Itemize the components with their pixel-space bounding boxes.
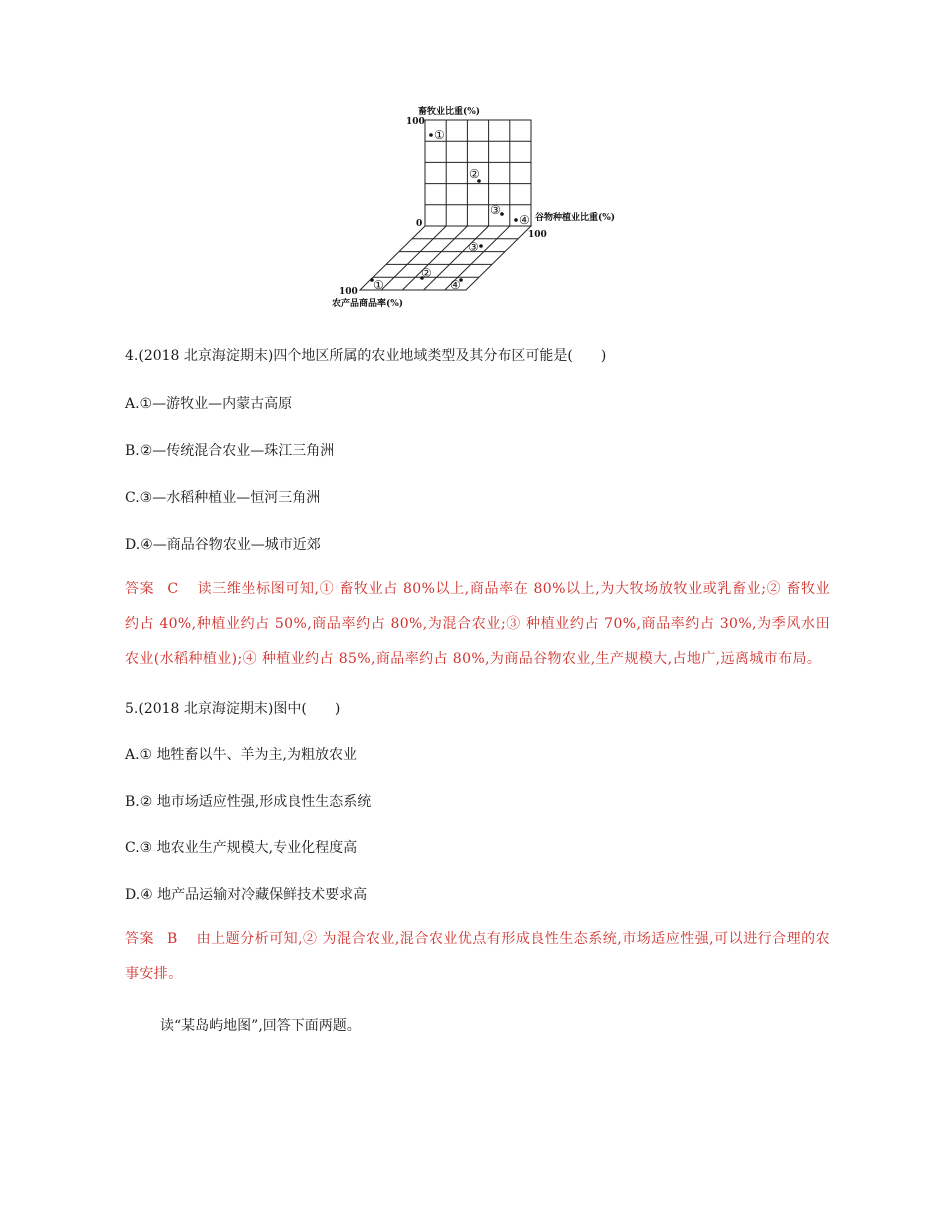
q4-stem: 4.(2018 北京海淀期末)四个地区所属的农业地域类型及其分布区可能是( ) [125, 348, 607, 364]
q4-answer [125, 572, 830, 677]
marker-4-floor: ④ [450, 278, 461, 292]
marker-1-vertical: ① [434, 128, 445, 142]
floor-grid [360, 226, 531, 290]
marker-3-floor: ③ [468, 240, 479, 254]
x-axis-label: 谷物种植业比重(%) [535, 213, 616, 223]
q4-answer-key: C [167, 581, 179, 597]
q5-explanation: 由上题分析可知,② 为混合农业,混合农业优点有形成良性生态系统,市场适应性强,可以进行合理的农事安排。 [125, 931, 830, 982]
q4-answer-label: 答案 [125, 581, 155, 597]
point-3-floor [479, 244, 483, 248]
agriculture-3d-coordinate-figure [330, 100, 630, 315]
marker-2-floor: ② [421, 266, 432, 280]
q4-option-c[interactable]: C.③—水稻种植业—恒河三角洲 [125, 490, 321, 506]
q5-option-d[interactable]: D.④ 地产品运输对冷藏保鲜技术要求高 [125, 887, 368, 903]
q5-stem: 5.(2018 北京海淀期末)图中( ) [125, 701, 341, 717]
q4-option-b[interactable]: B.②—传统混合农业—珠江三角洲 [125, 443, 335, 459]
y-tick-100: 100 [406, 117, 425, 127]
x-tick-100: 100 [528, 230, 547, 240]
point-4-vertical [514, 218, 518, 222]
figure-drawing [330, 100, 630, 315]
point-1-vertical [429, 133, 433, 137]
q4-option-d[interactable]: D.④—商品谷物农业—城市近郊 [125, 537, 321, 553]
y-axis-label: 畜牧业比重(%) [418, 107, 481, 117]
q5-answer-label: 答案 [125, 931, 154, 947]
marker-1-floor: ① [373, 278, 384, 292]
marker-4-vertical: ④ [519, 213, 530, 227]
origin-tick-0: 0 [416, 219, 423, 229]
next-intro: 读“某岛屿地图”,回答下面两题。 [160, 1018, 361, 1034]
q4-explanation: 读三维坐标图可知,① 畜牧业占 80%以上,商品率在 80%以上,为大牧场放牧业或乳畜业;② 畜牧业约占 40%,种植业约占 50%,商品率约占 80%,为混合农业;③ 种植业约占 70%,商品率约占 30%,为季风水田农业(水稻种植业);④ 种植业约占 85%,商品率约占 80%,为商品谷物农业,生产规模大,占地广,远离城市布局。 [125, 581, 830, 667]
q4-option-a[interactable]: A.①—游牧业—内蒙古高原 [125, 396, 293, 412]
z-axis-label: 农产品商品率(%) [332, 299, 404, 309]
q5-option-c[interactable]: C.③ 地农业生产规模大,专业化程度高 [125, 840, 358, 856]
marker-3-vertical: ③ [490, 203, 501, 217]
q5-option-a[interactable]: A.① 地牲畜以牛、羊为主,为粗放农业 [125, 747, 358, 763]
z-tick-100: 100 [339, 287, 358, 297]
q5-answer [125, 922, 830, 992]
marker-2-vertical: ② [469, 167, 480, 181]
q5-answer-key: B [166, 931, 178, 947]
q5-option-b[interactable]: B.② 地市场适应性强,形成良性生态系统 [125, 794, 372, 810]
